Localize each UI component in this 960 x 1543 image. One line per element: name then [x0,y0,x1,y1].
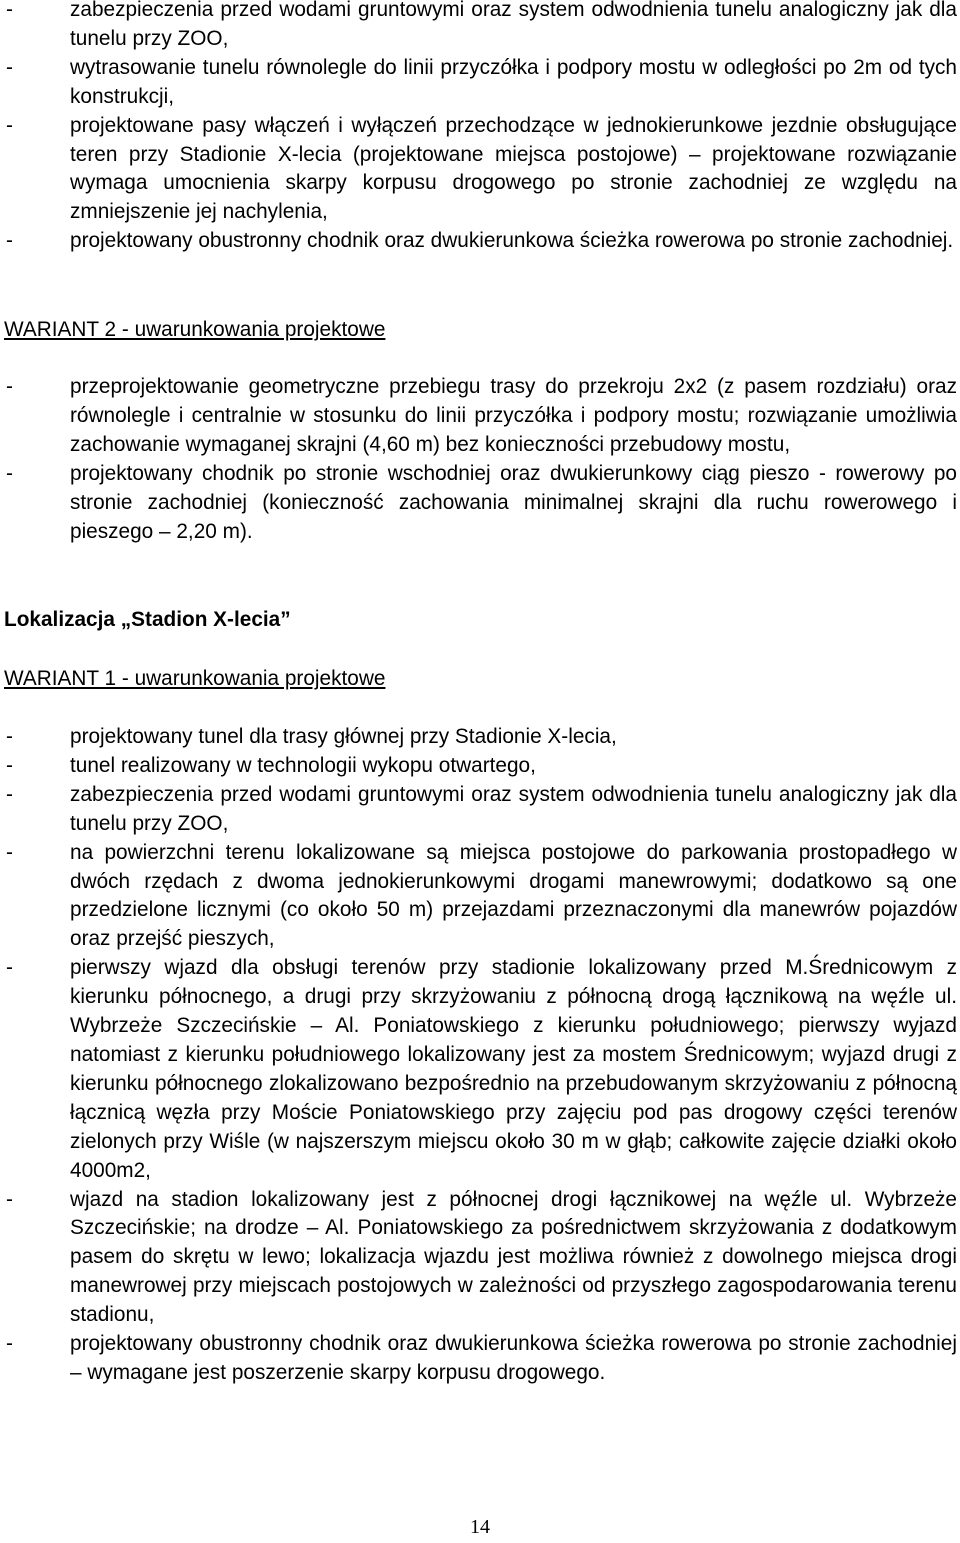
list-item-text: wjazd na stadion lokalizowany jest z północnej drogi łącznikowej na węźle ul. Wybrzeże Szczecińskie; na drodze – Al. Poniatowskiego za pośrednictwem skrzyżowania z dodatkowym pasem do skrętu w lewo; lokalizacja wjazdu jest możliwa również z dowolnego miejsca drogi manewrowej przy miejscach postojowych w zależności od przyszłego zagospodarowania terenu stadionu, [70,1187,957,1327]
list-item [0,460,960,547]
bullet-dash: - [6,1187,13,1211]
location-heading: Lokalizacja „Stadion X-lecia” [4,608,291,631]
bullet-dash: - [6,840,13,864]
list-item-text: projektowany chodnik po stronie wschodniej oraz dwukierunkowy ciąg pieszo - rowerowy po stronie zachodniej (konieczność zachowania minimalnej skrajni dla ruchu rowerowego i pieszego – 2,20 m). [70,461,957,543]
list-item [0,373,960,460]
list-item-text: projektowany obustronny chodnik oraz dwukierunkowa ścieżka rowerowa po stronie zachodniej – wymagane jest poszerzenie skarpy korpusu drogowego. [70,1332,957,1384]
bullet-dash: - [6,113,13,137]
section-heading-wariant-1: WARIANT 1 - uwarunkowania projektowe [4,667,386,690]
list-item [0,781,960,839]
list-item [0,723,960,752]
list-item [0,752,960,781]
bullet-dash: - [6,956,13,980]
bullet-dash: - [6,0,13,21]
list-item [0,227,960,256]
list-item [0,954,960,1185]
list-item-text: pierwszy wjazd dla obsługi terenów przy stadionie lokalizowany przed M.Średnicowym z kierunku północnego, a drugi przy skrzyżowaniu z północną drogą łącznikową na węźle ul. Wybrzeże Szczecińskie – Al. Poniatowskiego z kierunku południowego; pierwszy wyjazd natomiast z kierunku południowego lokalizowany jest za mostem Średnicowym; wyjazd drugi z kierunku północnego zlokalizowano bezpośrednio na przebudowanym skrzyżowaniu z północną łącznicą węzła przy Moście Poniatowskiego przy zajęciu pod pas drogowy części terenów zielonych przy Wiśle (w najszerszym miejscu około 30 m w głąb; całkowite zajęcie działki około 4000m2, [70,956,957,1182]
bullet-dash: - [6,375,13,398]
list-item-text: tunel realizowany w technologii wykopu otwartego, [70,753,536,777]
bullet-list-wariant-1 [0,723,960,1388]
bullet-list-top [0,0,960,256]
list-item-text: przeprojektowanie geometryczne przebiegu trasy do przekroju 2x2 (z pasem rozdziału) oraz równolegle i centralnie w stosunku do linii przyczółka i podpory mostu; rozwiązanie umożliwia zachowanie wymaganej skrajni (4,60 m) bez konieczności przebudowy mostu, [70,375,957,456]
list-item [0,0,960,54]
bullet-dash: - [6,753,13,777]
list-item-text: wytrasowanie tunelu równolegle do linii przyczółka i podpory mostu w odległości po 2m od tych konstrukcji, [70,55,957,108]
list-item-text: na powierzchni terenu lokalizowane są miejsca postojowe do parkowania prostopadłego w dwóch rzędach z dwoma jednokierunkowymi drogami manewrowymi; dodatkowo są one przedzielone licznymi (co około 50 m) przejazdami przeznaczonymi dla manewrów pojazdów oraz przejść pieszych, [70,840,957,951]
list-item-text: zabezpieczenia przed wodami gruntowymi oraz system odwodnienia tunelu analogiczny jak dla tunelu przy ZOO, [70,0,957,50]
bullet-dash: - [6,461,13,485]
list-item [0,54,960,112]
bullet-dash: - [6,55,13,79]
list-item-text: projektowany tunel dla trasy głównej przy Stadionie X-lecia, [70,725,617,748]
section-heading-wariant-2: WARIANT 2 - uwarunkowania projektowe [4,318,386,341]
list-item [0,1330,960,1388]
page-number: 14 [470,1516,490,1538]
bullet-list-wariant-2 [0,373,960,546]
list-item-text: zabezpieczenia przed wodami gruntowymi oraz system odwodnienia tunelu analogiczny jak dla tunelu przy ZOO, [70,782,957,835]
list-item [0,1186,960,1331]
bullet-dash: - [6,1332,13,1356]
list-item [0,839,960,955]
list-item-text: projektowany obustronny chodnik oraz dwukierunkowa ścieżka rowerowa po stronie zachodniej. [70,229,954,253]
list-item [0,112,960,228]
bullet-dash: - [6,725,13,748]
bullet-dash: - [6,229,13,253]
list-item-text: projektowane pasy włączeń i wyłączeń przechodzące w jednokierunkowe jezdnie obsługujące teren przy Stadionie X-lecia (projektowane miejsca postojowe) – projektowane rozwiązanie wymaga umocnienia skarpy korpusu drogowego po stronie zachodniej ze względu na zmniejszenie jej nachylenia, [70,113,957,224]
bullet-dash: - [6,782,13,806]
